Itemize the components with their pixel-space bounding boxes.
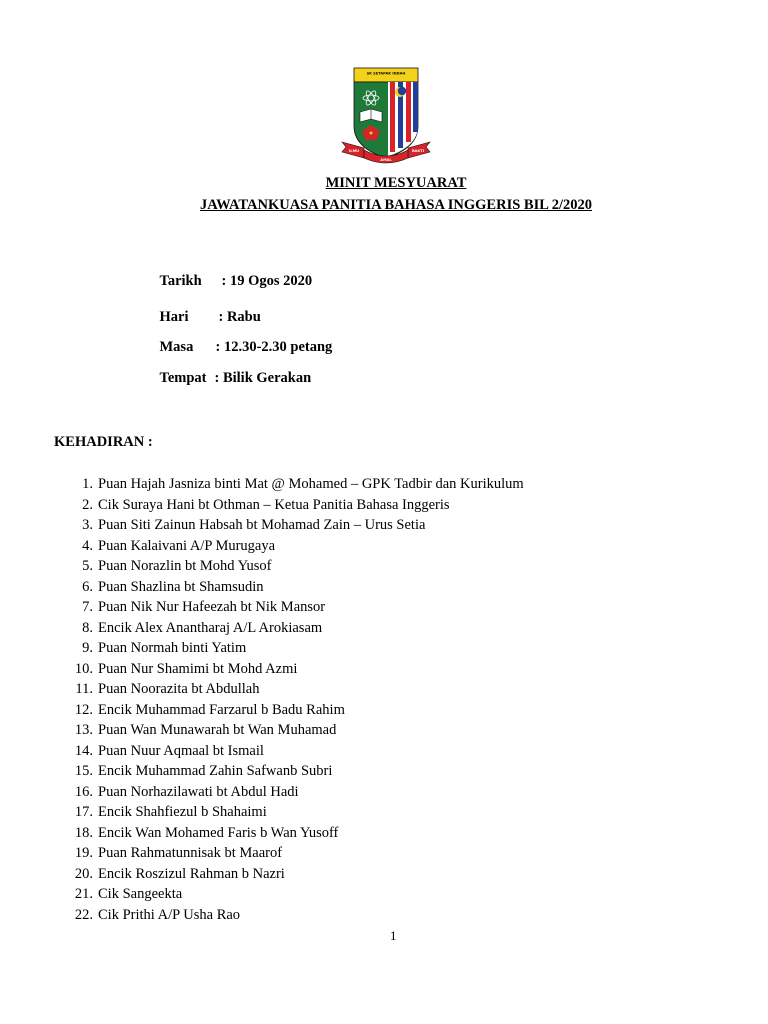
attendance-heading: KEHADIRAN : — [54, 434, 153, 450]
crest-banner-text: SK SETAPAK INDAH — [366, 71, 406, 76]
list-item-name: Puan Kalaivani A/P Murugaya — [98, 537, 276, 554]
list-item-number: 15. — [74, 763, 93, 779]
meta-value-date: : 19 Ogos 2020 — [221, 273, 313, 289]
list-item-number: 18. — [74, 824, 93, 841]
crest-motto-left: ILMU — [348, 149, 360, 153]
list-item-name: Encik Muhammad Farzarul b Badu Rahim — [98, 701, 345, 718]
list-item-number: 14. — [74, 742, 93, 759]
document-title: MINIT MESYUARAT — [325, 175, 467, 191]
list-item-number: 9. — [82, 640, 93, 656]
list-item-number: 11. — [75, 681, 93, 697]
list-item-name: Puan Norhazilawati bt Abdul Hadi — [98, 783, 299, 800]
meta-label-time: Masa — [159, 339, 194, 355]
crest-motto-center: AMAL — [380, 158, 392, 162]
crest-motto-right: BAKTI — [411, 149, 425, 153]
document-subtitle: JAWATANKUASA PANITIA BAHASA INGGERIS BIL 2/2020 — [200, 197, 592, 213]
meta-value-time: : 12.30-2.30 petang — [215, 339, 333, 355]
list-item-name: Puan Norazlin bt Mohd Yusof — [98, 558, 272, 574]
list-item-name: Puan Rahmatunnisak bt Maarof — [98, 845, 283, 861]
list-item-name: Puan Nur Shamimi bt Mohd Azmi — [98, 660, 298, 677]
list-item-name: Puan Shazlina bt Shamsudin — [98, 578, 264, 595]
list-item-name: Encik Muhammad Zahin Safwanb Subri — [98, 763, 333, 779]
meta-value-venue: : Bilik Gerakan — [214, 370, 312, 386]
list-item-name: Puan Nik Nur Hafeezah bt Nik Mansor — [98, 599, 326, 615]
list-item-number: 1. — [82, 476, 93, 492]
meta-label-venue: Tempat — [159, 370, 207, 386]
meta-label-day: Hari — [159, 309, 189, 325]
meta-value-day: : Rabu — [218, 309, 261, 325]
meta-row-venue — [145, 353, 311, 404]
list-item-number: 12. — [74, 701, 93, 718]
list-item-number: 8. — [82, 619, 93, 636]
list-item-name: Encik Roszizul Rahman b Nazri — [98, 865, 285, 882]
list-item-name: Encik Wan Mohamed Faris b Wan Yusoff — [98, 824, 339, 841]
list-item-name: Puan Normah binti Yatim — [98, 640, 247, 656]
list-item-name: Puan Wan Munawarah bt Wan Muhamad — [98, 722, 337, 738]
list-item-number: 19. — [74, 845, 93, 861]
list-item-name: Puan Nuur Aqmaal bt Ismail — [98, 742, 264, 759]
list-item-number: 16. — [74, 783, 93, 800]
list-item-number: 20. — [74, 865, 93, 882]
list-item-name: Cik Prithi A/P Usha Rao — [98, 906, 241, 923]
meta-label-date: Tarikh — [159, 273, 202, 289]
list-item-number: 5. — [82, 558, 93, 574]
list-item-number: 4. — [82, 537, 93, 554]
list-item-name: Cik Sangeekta — [98, 886, 183, 902]
page-number: 1 — [390, 928, 397, 943]
list-item-number: 17. — [74, 804, 93, 820]
list-item-number: 2. — [82, 496, 93, 513]
school-crest-logo — [340, 66, 432, 166]
list-item-number: 3. — [82, 517, 93, 533]
list-item-name: Encik Alex Anantharaj A/L Arokiasam — [98, 619, 323, 636]
list-item-number: 10. — [74, 660, 93, 677]
list-item-name: Puan Siti Zainun Habsah bt Mohamad Zain – Urus Setia — [98, 517, 426, 533]
list-item-number: 21. — [74, 886, 93, 902]
list-item-number: 6. — [82, 578, 93, 595]
list-item-number: 13. — [74, 722, 93, 738]
list-item-number: 22. — [74, 906, 93, 923]
list-item-name: Puan Noorazita bt Abdullah — [98, 681, 260, 697]
list-item-name: Encik Shahfiezul b Shahaimi — [98, 804, 267, 820]
list-item-number: 7. — [82, 599, 93, 615]
list-item-name: Cik Suraya Hani bt Othman – Ketua Panitia Bahasa Inggeris — [98, 496, 450, 513]
list-item-name: Puan Hajah Jasniza binti Mat @ Mohamed – GPK Tadbir dan Kurikulum — [98, 476, 524, 492]
